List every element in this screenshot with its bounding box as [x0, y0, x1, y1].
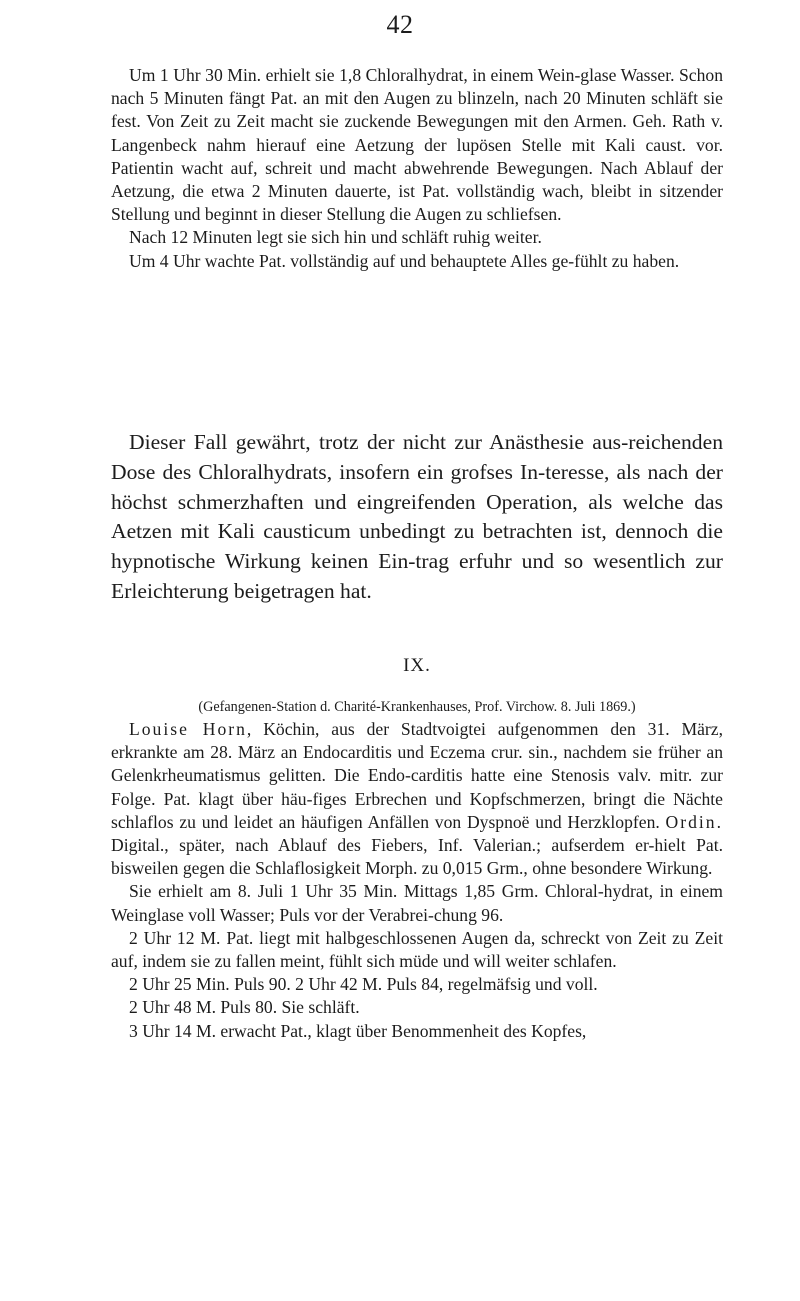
case-entry: 3 Uhr 14 M. erwacht Pat., klagt über Benommenheit des Kopfes, [129, 1020, 587, 1041]
case-intro-paragraph [111, 718, 723, 880]
page-number: 42 [386, 10, 414, 39]
ordin-label: Ordin. [665, 811, 723, 832]
case-entry: 2 Uhr 12 M. Pat. liegt mit halbgeschlossenen Augen da, schreckt von Zeit zu Zeit auf, indem sie zu fallen meint, fühlt sich müde und will weiter schlafen. [111, 927, 723, 972]
summary-block [111, 428, 723, 607]
paragraph: Nach 12 Minuten legt sie sich hin und schläft ruhig weiter. [129, 227, 542, 248]
section-title: IX. [403, 655, 431, 676]
summary-paragraph: Dieser Fall gewährt, trotz der nicht zur Anästhesie aus-reichenden Dose des Chloralhydrats, insofern ein grofses In-teresse, als nach der höchst schmerzhaften und eingreifenden Operation, als welche das Aetzen mit Kali causticum unbedingt zu betrachten ist, dennoch die hypnotische Wirkung keinen Ein-trag erfuhr und so wesentlich zur Erleichterung beigetragen hat. [111, 430, 723, 603]
case-entry: 2 Uhr 48 M. Puls 80. Sie schläft. [129, 997, 360, 1018]
case-intro-text: , Köchin, aus der Stadtvoigtei aufgenommen den 31. März, erkrankte am 28. März an Endocarditis und Eczema crur. sin., nachdem sie früher an Gelenkrheumatismus gelitten. Die Endo-carditis hatte eine Stenosis valv. mitr. zur Folge. Pat. klagt über häu-figes Erbrechen und Kopfschmerzen, bringt die Nächte schlaflos zu und leidet an häufigen Anfällen von Dyspnoë und Herzklopfen. [111, 719, 723, 832]
case-intro-end: Digital., später, nach Ablauf des Fiebers, Inf. Valerian.; aufserdem er-hielt Pat. bisweilen gegen die Schlaflosigkeit Morph. zu 0,015 Grm., ohne besondere Wirkung. [111, 835, 723, 879]
paragraph: Um 1 Uhr 30 Min. erhielt sie 1,8 Chloralhydrat, in einem Wein-glase Wasser. Schon nach 5 Minuten fängt Pat. an mit den Augen zu blinzeln, nach 20 Minuten schläft sie fest. Von Zeit zu Zeit macht sie zuckende Bewegungen mit den Armen. Geh. Rath v. Langenbeck nahm hierauf eine Aetzung der lupösen Stelle mit Kali caust. vor. Patientin wacht auf, schreit und macht abwehrende Bewegungen. Nach Ablauf der Aetzung, die etwa 2 Minuten dauerte, ist Pat. vollständig wach, bleibt in sitzender Stellung und beginnt in dieser Stellung die Augen zu schliefsen. [111, 65, 723, 225]
section-source: (Gefangenen-Station d. Charité-Krankenhauses, Prof. Virchow. 8. Juli 1869.) [198, 699, 636, 715]
section-ix [111, 654, 723, 1043]
patient-name: Louise Horn [129, 719, 247, 739]
case-entry: 2 Uhr 25 Min. Puls 90. 2 Uhr 42 M. Puls 84, regelmäfsig und voll. [129, 974, 598, 995]
case-narrative-top [111, 64, 723, 273]
case-entry: Sie erhielt am 8. Juli 1 Uhr 35 Min. Mittags 1,85 Grm. Chloral-hydrat, in einem Weinglase voll Wasser; Puls vor der Verabrei-chung 96. [111, 881, 723, 925]
paragraph: Um 4 Uhr wachte Pat. vollständig auf und behauptete Alles ge-fühlt zu haben. [129, 250, 680, 271]
